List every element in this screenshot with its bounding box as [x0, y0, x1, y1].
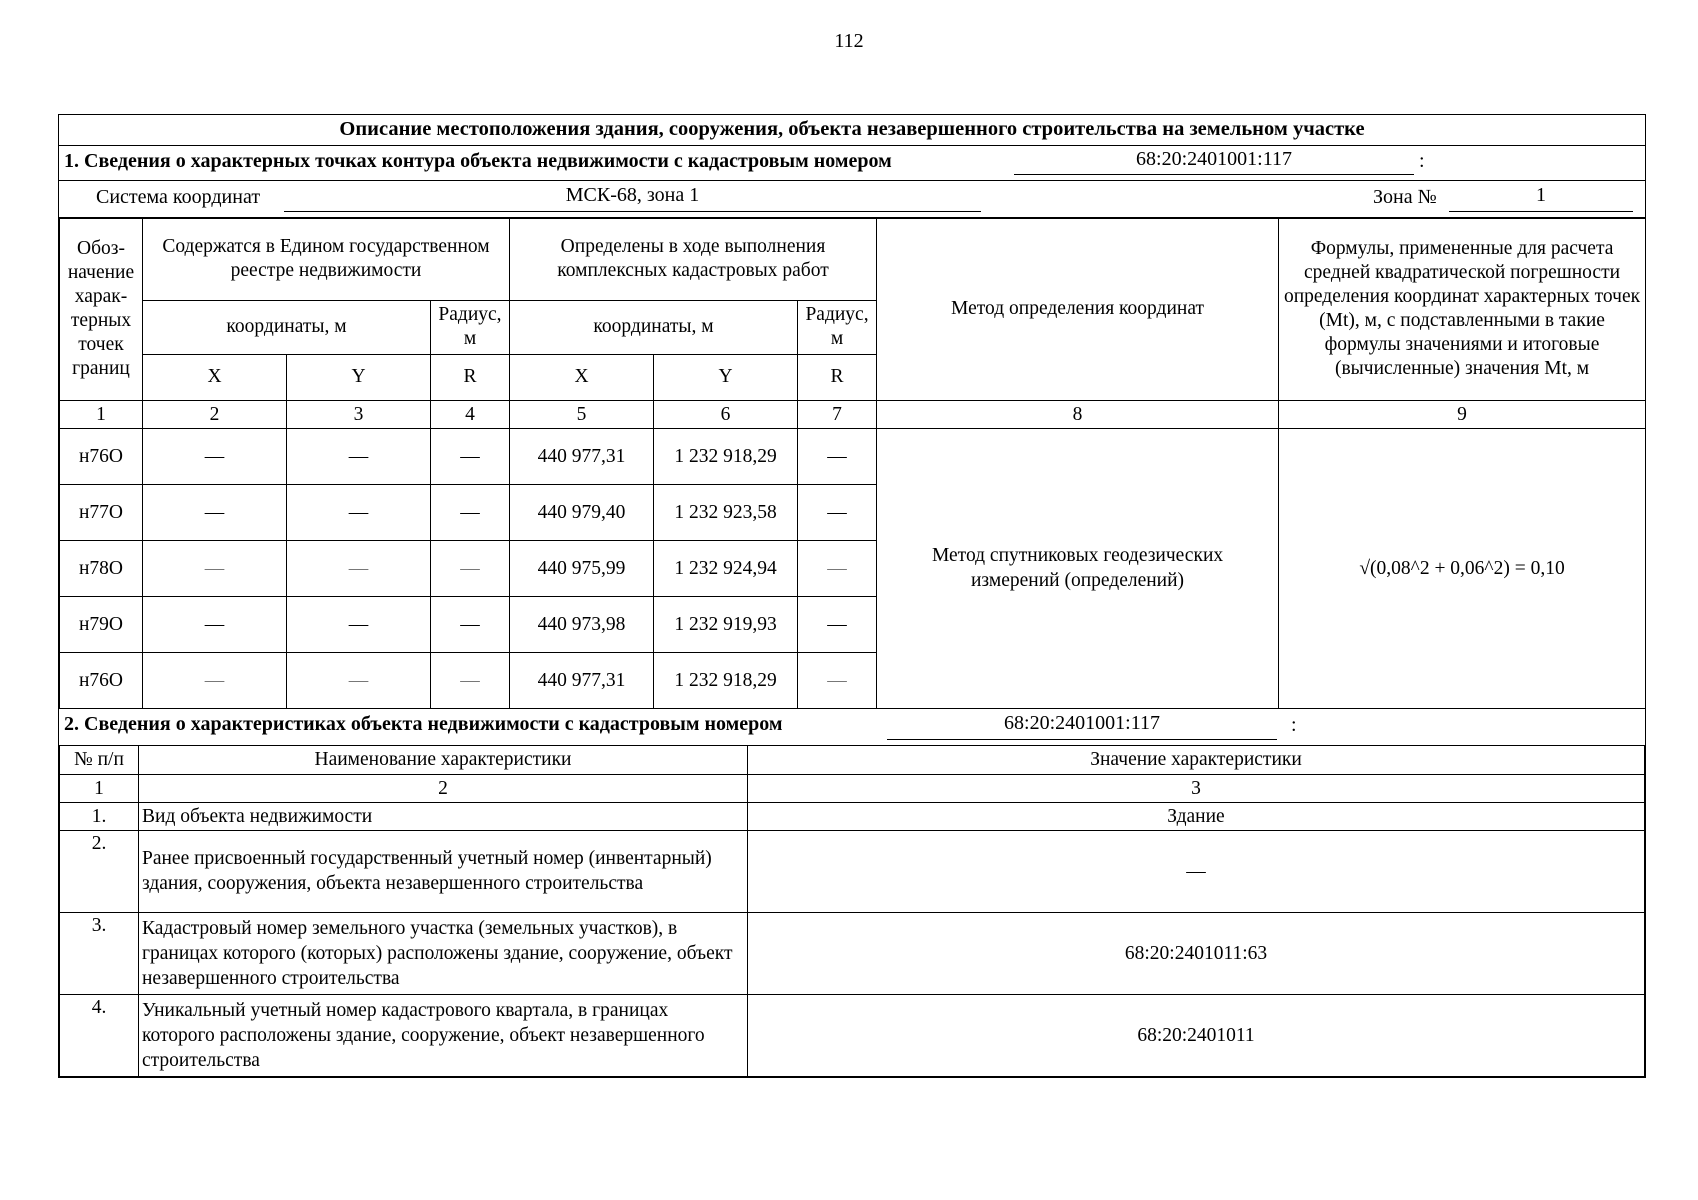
egrn-x: — — [143, 484, 287, 540]
column-number: 3 — [748, 774, 1645, 802]
characteristic-value: — — [748, 830, 1645, 912]
kkr-x: 440 977,31 — [510, 652, 654, 708]
header-formula: Формулы, примененные для расчета средней квадратической погрешности определения координат характерных точек (Mt), м, с подставленными в такие формулы значениями и итоговые (вычисленные) значения Mt, м — [1279, 218, 1646, 400]
header-kkr-radius: Радиус, м — [798, 300, 877, 354]
column-number: 1 — [60, 774, 139, 802]
kkr-x: 440 979,40 — [510, 484, 654, 540]
point-row — [60, 428, 1646, 484]
header-egrn-r: R — [431, 354, 510, 400]
location-description-form — [58, 114, 1646, 1078]
form-title-table — [59, 115, 1645, 146]
characteristic-name: Уникальный учетный номер кадастрового квартала, в границах которого расположены здание, сооружение, объект незавершенного строительства — [139, 994, 748, 1076]
kkr-x: 440 977,31 — [510, 428, 654, 484]
formula-value: √(0,08^2 + 0,06^2) = 0,10 — [1279, 428, 1646, 708]
section1-label: 1. Сведения о характерных точках контура объекта недвижимости с кадастровым номером — [64, 149, 892, 172]
row-number: 2. — [60, 830, 139, 912]
characteristic-name: Вид объекта недвижимости — [139, 802, 748, 830]
row-number: 4. — [60, 994, 139, 1076]
header-egrn-coords: координаты, м — [143, 300, 431, 354]
points-table — [59, 218, 1646, 709]
section1-heading — [59, 146, 1645, 181]
characteristic-row — [60, 912, 1645, 994]
header-characteristic-value: Значение характеристики — [748, 745, 1645, 774]
coordinate-system-line — [59, 181, 1645, 218]
kkr-r: — — [798, 652, 877, 708]
kkr-y: 1 232 923,58 — [654, 484, 798, 540]
point-name: н79О — [60, 596, 143, 652]
section1-cadastral-number: 68:20:2401001:117 — [1014, 148, 1414, 175]
egrn-y: — — [287, 596, 431, 652]
column-number: 7 — [798, 400, 877, 428]
header-egrn-radius: Радиус, м — [431, 300, 510, 354]
kkr-r: — — [798, 428, 877, 484]
kkr-r: — — [798, 484, 877, 540]
column-number: 4 — [431, 400, 510, 428]
page-number: 112 — [834, 30, 864, 52]
header-egrn: Содержатся в Едином государственном реестре недвижимости — [143, 218, 510, 300]
egrn-r: — — [431, 652, 510, 708]
kkr-x: 440 975,99 — [510, 540, 654, 596]
column-number: 8 — [877, 400, 1279, 428]
kkr-r: — — [798, 540, 877, 596]
egrn-x: — — [143, 652, 287, 708]
zone-value: 1 — [1449, 184, 1633, 212]
column-number: 5 — [510, 400, 654, 428]
characteristic-value: 68:20:2401011 — [748, 994, 1645, 1076]
header-kkr-r: R — [798, 354, 877, 400]
egrn-x: — — [143, 596, 287, 652]
coord-system-label: Система координат — [96, 185, 261, 208]
kkr-y: 1 232 919,93 — [654, 596, 798, 652]
egrn-r: — — [431, 540, 510, 596]
column-number: 6 — [654, 400, 798, 428]
column-number: 1 — [60, 400, 143, 428]
kkr-x: 440 973,98 — [510, 596, 654, 652]
column-number: 2 — [139, 774, 748, 802]
egrn-x: — — [143, 428, 287, 484]
section2-cadastral-number: 68:20:2401001:117 — [887, 712, 1277, 740]
header-egrn-y: Y — [287, 354, 431, 400]
method-value: Метод спутниковых геодезических измерений (определений) — [877, 428, 1279, 708]
kkr-y: 1 232 924,94 — [654, 540, 798, 596]
header-method: Метод определения координат — [877, 218, 1279, 400]
zone-label: Зона № — [1373, 185, 1437, 208]
characteristics-table — [59, 745, 1645, 1077]
row-number: 1. — [60, 802, 139, 830]
header-characteristic-name: Наименование характеристики — [139, 745, 748, 774]
section2-heading — [59, 709, 1645, 746]
header-kkr-x: X — [510, 354, 654, 400]
characteristic-name: Ранее присвоенный государственный учетный номер (инвентарный) здания, сооружения, объекта незавершенного строительства — [139, 830, 748, 912]
section2-label: 2. Сведения о характеристиках объекта недвижимости с кадастровым номером — [64, 712, 783, 735]
egrn-r: — — [431, 596, 510, 652]
column-number-row — [60, 400, 1646, 428]
kkr-y: 1 232 918,29 — [654, 428, 798, 484]
egrn-x: — — [143, 540, 287, 596]
point-name: н77О — [60, 484, 143, 540]
egrn-y: — — [287, 428, 431, 484]
header-kkr-y: Y — [654, 354, 798, 400]
egrn-y: — — [287, 484, 431, 540]
egrn-r: — — [431, 484, 510, 540]
characteristic-value: Здание — [748, 802, 1645, 830]
point-name: н78О — [60, 540, 143, 596]
section2-colon: : — [1291, 713, 1297, 736]
egrn-y: — — [287, 652, 431, 708]
characteristic-name: Кадастровый номер земельного участка (земельных участков), в границах которого (которых) расположены здание, сооружение, объект незавершенного строительства — [139, 912, 748, 994]
row-number: 3. — [60, 912, 139, 994]
kkr-y: 1 232 918,29 — [654, 652, 798, 708]
characteristic-row — [60, 994, 1645, 1076]
form-title: Описание местоположения здания, сооружения, объекта незавершенного строительства на земельном участке — [59, 115, 1645, 145]
header-kkr-coords: координаты, м — [510, 300, 798, 354]
section1-colon: : — [1419, 149, 1425, 172]
characteristic-row — [60, 802, 1645, 830]
kkr-r: — — [798, 596, 877, 652]
coord-system-value: МСК-68, зона 1 — [284, 184, 981, 212]
column-number: 2 — [143, 400, 287, 428]
point-name: н76О — [60, 652, 143, 708]
header-egrn-x: X — [143, 354, 287, 400]
column-number: 3 — [287, 400, 431, 428]
egrn-r: — — [431, 428, 510, 484]
header-num: № п/п — [60, 745, 139, 774]
characteristic-value: 68:20:2401011:63 — [748, 912, 1645, 994]
column-number: 9 — [1279, 400, 1646, 428]
egrn-y: — — [287, 540, 431, 596]
characteristic-row — [60, 830, 1645, 912]
header-kkr: Определены в ходе выполнения комплексных кадастровых работ — [510, 218, 877, 300]
header-point-designation: Обоз-начение харак-терных точек границ — [60, 218, 143, 400]
point-name: н76О — [60, 428, 143, 484]
